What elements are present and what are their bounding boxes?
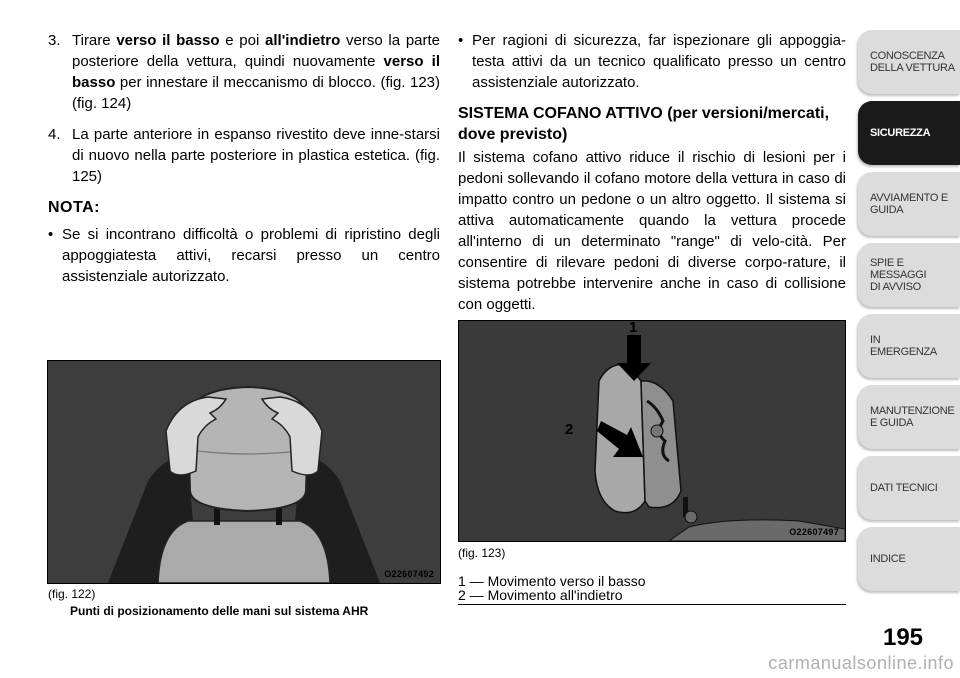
figure-122-caption: Punti di posizionamento delle mani sul sistema AHR — [70, 604, 369, 618]
figure-122 — [47, 360, 441, 584]
step-3: 3. Tirare verso il basso e poi all'indietro verso la parte posteriore della vettura, quindi nuovamente verso il basso per innestare il meccanismo di blocco. (fig. 123)(fig. 124) — [48, 32, 441, 112]
divider — [458, 604, 846, 605]
bullet-icon: • — [458, 32, 464, 49]
note-heading: NOTA: — [48, 199, 100, 216]
tab-sicurezza[interactable]: SICUREZZA — [858, 101, 960, 165]
tab-manutenzione[interactable]: MANUTENZIONE E GUIDA — [858, 385, 960, 449]
step-number: 4. — [48, 126, 61, 143]
page-number: 195 — [882, 624, 924, 651]
tab-conoscenza[interactable]: CONOSCENZA DELLA VETTURA — [858, 30, 960, 94]
chapter-tabs — [858, 30, 960, 598]
tab-spie[interactable]: SPIE E MESSAGGI DI AVVISO — [858, 243, 960, 307]
tab-emergenza[interactable]: IN EMERGENZA — [858, 314, 960, 378]
step-4: 4. La parte anteriore in espanso rivestito deve inne-starsi di nuovo nella parte posteriore in plastica estetica. (fig. 125) — [48, 126, 440, 185]
figure-code: O22607497 — [789, 527, 839, 537]
legend-item: 1 — Movimento verso il basso — [458, 573, 646, 589]
figure-122-label: (fig. 122) — [48, 587, 96, 601]
tab-avviamento[interactable]: AVVIAMENTO E GUIDA — [858, 172, 960, 236]
marker-2: 2 — [565, 421, 574, 438]
note-bullet: • Se si incontrano difficoltà o problemi di ripristino degli appoggiatesta attivi, recarsi presso un centro assistenziale autorizzato. — [48, 226, 440, 285]
tab-dati-tecnici[interactable]: DATI TECNICI — [858, 456, 960, 520]
section-heading: SISTEMA COFANO ATTIVO (per versioni/mercati, dove previsto) — [458, 105, 830, 143]
middle-column — [458, 30, 846, 315]
figure-123-legend — [458, 574, 846, 602]
active-headrest-illustration — [459, 321, 845, 541]
section-paragraph: Il sistema cofano attivo riduce il rischio di lesioni per i pedoni sollevando il cofano motore della vettura in caso di impatto contro un pedone o un altro oggetto. Il sistema si attiva automaticamente quando la vettura procede all'interno di un determinato "range" di velo-cità. Per consentire di rilevare pedoni di diverse corpo-rature, il sistema potrebbe intervenire anche in caso di collisione con oggetti. — [458, 149, 846, 313]
marker-1: 1 — [629, 320, 638, 336]
watermark: carmanualsonline.info — [768, 653, 954, 673]
bullet-icon: • — [48, 226, 54, 243]
left-column — [48, 30, 440, 287]
legend-item: 2 — Movimento all'indietro — [458, 587, 623, 603]
inspection-bullet: • Per ragioni di sicurezza, far ispezionare gli appoggia-testa attivi da un tecnico qualificato presso un centro assistenziale autorizzato. — [458, 32, 846, 91]
headrest-hands-illustration — [48, 361, 440, 583]
figure-123 — [458, 320, 846, 542]
step-number: 3. — [48, 32, 61, 49]
figure-123-label: (fig. 123) — [458, 546, 506, 560]
tab-indice[interactable]: INDICE — [858, 527, 960, 591]
figure-code: O22607492 — [384, 569, 434, 579]
